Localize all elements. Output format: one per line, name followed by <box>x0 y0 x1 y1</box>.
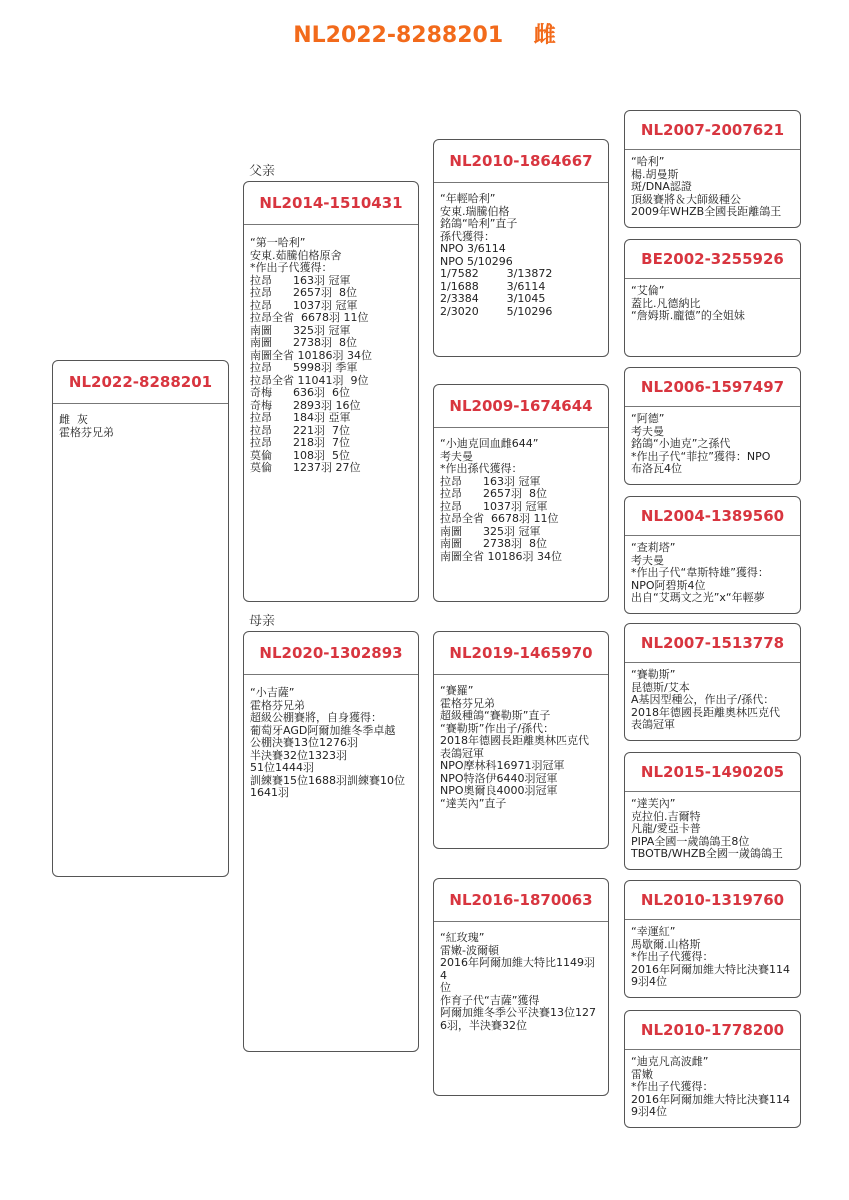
ancestor-details: “達芙內” 克拉伯.吉爾特 凡龍/愛亞卡普 PIPA全國一歲鴿鴿王8位 TBOTB/WHZB全國一歲鴿鴿王 <box>631 797 783 860</box>
sire-dam-details: “小迪克回血雌644” 考夫曼 *作出孫代獲得： 拉昂 163羽 冠軍 拉昂 2657羽 8位 拉昂 1037羽 冠軍 拉昂全省 6678羽 11位 南圖 325羽 冠軍 南圖 2738羽 8位 南圖全省 10186羽 34位 <box>440 437 562 563</box>
dam-label: 母亲 <box>249 614 276 629</box>
subject-card <box>52 360 229 877</box>
subject-details: 雌 灰 霍格芬兄弟 <box>59 413 114 439</box>
dam-dam-ring: NL2016-1870063 <box>434 879 608 922</box>
ancestor-details: “阿德” 考夫曼 銘鴿“小迪克”之孫代 *作出子代“菲拉”獲得：NPO 布洛瓦4位 <box>631 412 771 475</box>
dam-ring: NL2020-1302893 <box>244 632 418 675</box>
sire-dam-ring: NL2009-1674644 <box>434 385 608 428</box>
ancestor-details: “哈利” 楊.胡曼斯 斑/DNA認證 頂級賽將＆大師級種公 2009年WHZB全國長距離鴿王 <box>631 155 782 218</box>
page-title: NL2022-8288201 雌 <box>293 23 556 48</box>
ancestor-ring: NL2006-1597497 <box>625 368 800 407</box>
sire-sire-ring: NL2010-1864667 <box>434 140 608 183</box>
ancestor-ring: NL2015-1490205 <box>625 753 800 792</box>
ancestor-card <box>624 623 801 741</box>
ancestor-ring: BE2002-3255926 <box>625 240 800 279</box>
sire-ring: NL2014-1510431 <box>244 182 418 225</box>
dam-details: “小吉薩” 霍格芬兄弟 超級公棚賽將，自身獲得： 葡萄牙AGD阿爾加維冬季卓越 公棚決賽13位1276羽 半決賽32位1323羽 51位1444羽 訓練賽15位1688羽訓練賽10位 1641羽 <box>250 686 405 799</box>
ancestor-card <box>624 239 801 357</box>
dam-sire-details: “賽羅” 霍格芬兄弟 超級種鴿“賽勒斯”直子 “賽勒斯”作出子/孫代： 2018年德國長距離奧林匹克代 表鴿冠軍 NPO摩林科16971羽冠軍 NPO特洛伊6440羽冠軍 NPO奧爾良4000羽冠軍 “達芙內”直子 <box>440 684 589 810</box>
dam-dam-card <box>433 878 609 1096</box>
ancestor-details: “賽勒斯” 昆德斯/艾本 A基因型種公，作出子/孫代： 2018年德國長距離奧林匹克代 表鴿冠軍 <box>631 668 780 731</box>
dam-sire-card <box>433 631 609 849</box>
subject-ring: NL2022-8288201 <box>53 361 228 404</box>
ancestor-card <box>624 496 801 614</box>
ancestor-card <box>624 880 801 998</box>
sire-dam-card <box>433 384 609 602</box>
sire-details: “第一哈利” 安東.茹騰伯格原舍 *作出子代獲得： 拉昂 163羽 冠軍 拉昂 2657羽 8位 拉昂 1037羽 冠軍 拉昂全省 6678羽 11位 南圖 325羽 冠軍 南圖 2738羽 8位 南圖全省 10186羽 34位 拉昂 5998羽 季軍 拉昂全省 11041羽 9位 奇梅 636羽 6位 奇梅 2893羽 16位 拉昂 184羽 亞軍 拉昂 221羽 7位 拉昂 218羽 7位 莫倫 108羽 5位 莫倫 1237羽 27位 <box>250 236 372 474</box>
ancestor-ring: NL2004-1389560 <box>625 497 800 536</box>
sire-sire-card <box>433 139 609 357</box>
ancestor-details: “迪克凡高波雌” 雷嫩 *作出子代獲得： 2016年阿爾加維大特比決賽114 9羽4位 <box>631 1055 790 1118</box>
ancestor-card <box>624 367 801 485</box>
dam-dam-details: “紅玫瑰” 雷嫩-波爾頓 2016年阿爾加維大特比1149羽4 位 作育子代“吉薩”獲得 阿爾加維冬季公平決賽13位127 6羽，半決賽32位 <box>440 931 596 1032</box>
sire-sire-details: “年輕哈利” 安東.瑞騰伯格 銘鴿“哈利”直子 孫代獲得： NPO 3/6114 NPO 5/10296 1/7582 3/13872 1/1688 3/6114 2/3384 3/1045 2/3020 5/10296 <box>440 192 553 318</box>
ancestor-ring: NL2010-1778200 <box>625 1011 800 1050</box>
ancestor-ring: NL2007-2007621 <box>625 111 800 150</box>
dam-sire-ring: NL2019-1465970 <box>434 632 608 675</box>
ancestor-ring: NL2007-1513778 <box>625 624 800 663</box>
ancestor-details: “幸運紅” 馬歇爾.山格斯 *作出子代獲得： 2016年阿爾加維大特比決賽114 9羽4位 <box>631 925 790 988</box>
ancestor-card <box>624 1010 801 1128</box>
sire-label: 父亲 <box>249 164 276 179</box>
sire-card <box>243 181 419 602</box>
ancestor-details: “查莉塔” 考夫曼 *作出子代“韋斯特雄”獲得： NPO阿碧斯4位 出自“艾瑪文之光”x“年輕夢 <box>631 541 769 604</box>
dam-card <box>243 631 419 1052</box>
ancestor-ring: NL2010-1319760 <box>625 881 800 920</box>
ancestor-card <box>624 752 801 870</box>
ancestor-card <box>624 110 801 228</box>
ancestor-details: “艾倫” 蓋比.凡德納比 “詹姆斯.龐德”的全姐妹 <box>631 284 745 322</box>
